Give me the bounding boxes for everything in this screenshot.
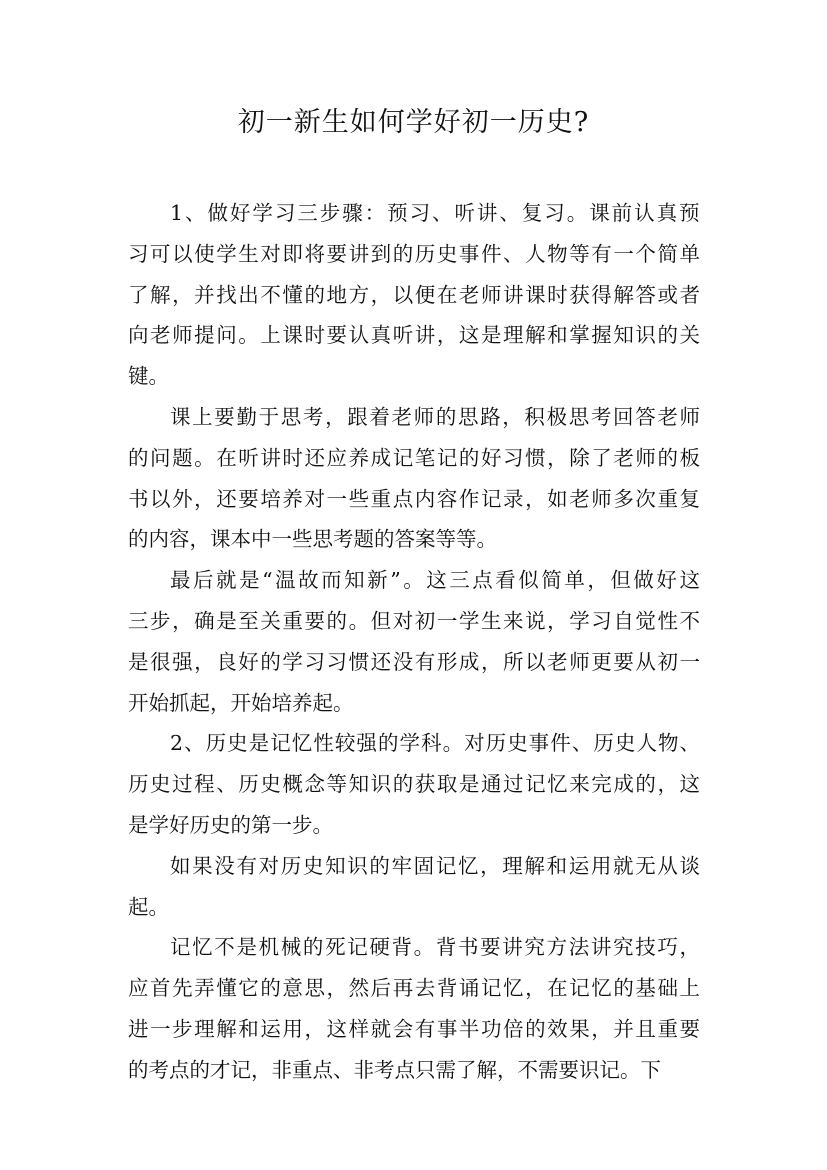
text-line: 起。 xyxy=(128,894,169,919)
text-line: 的问题。在听讲时还应养成记笔记的好习惯，除了老师的板 xyxy=(128,445,702,470)
text-line: 向老师提问。上课时要认真听讲，这是理解和掌握知识的关 xyxy=(128,323,702,348)
text-line: 2、历史是记忆性较强的学科。对历史事件、历史人物、 xyxy=(170,731,702,756)
text-line: 了解，并找出不懂的地方，以便在老师讲课时获得解答或者 xyxy=(128,282,702,307)
document-title: 初一新生如何学好初一历史? xyxy=(237,107,590,138)
text-line: 应首先弄懂它的意思，然后再去背诵记忆，在记忆的基础上 xyxy=(128,976,702,1001)
text-line: 记忆不是机械的死记硬背。背书要讲究方法讲究技巧， xyxy=(170,935,702,960)
text-line: 书以外，还要培养对一些重点内容作记录，如老师多次重复 xyxy=(128,486,702,511)
text-line: 最后就是“温故而知新”。这三点看似简单，但做好这 xyxy=(170,568,703,593)
text-line: 历史过程、历史概念等知识的获取是通过记忆来完成的，这 xyxy=(128,772,702,797)
text-line: 1、做好学习三步骤：预习、听讲、复习。课前认真预 xyxy=(170,201,702,225)
text-line: 是学好历史的第一步。 xyxy=(128,813,333,837)
text-line: 的内容，课本中一些思考题的答案等等。 xyxy=(128,527,497,552)
text-line: 三步，确是至关重要的。但对初一学生来说，学习自觉性不 xyxy=(128,609,702,633)
text-line: 进一步理解和运用，这样就会有事半功倍的效果，并且重要 xyxy=(128,1017,702,1041)
text-line: 课上要勤于思考，跟着老师的思路，积极思考回答老师 xyxy=(170,405,702,429)
text-line: 的考点的才记，非重点、非考点只需了解，不需要识记。下 xyxy=(128,1057,661,1082)
text-line: 如果没有对历史知识的牢固记忆，理解和运用就无从谈 xyxy=(170,853,702,878)
text-line: 是很强，良好的学习习惯还没有形成，所以老师更要从初一 xyxy=(128,649,702,674)
text-line: 键。 xyxy=(128,364,169,389)
text-line: 习可以使学生对即将要讲到的历史事件、人物等有一个简单 xyxy=(128,241,702,266)
text-line: 开始抓起，开始培养起。 xyxy=(128,690,354,715)
